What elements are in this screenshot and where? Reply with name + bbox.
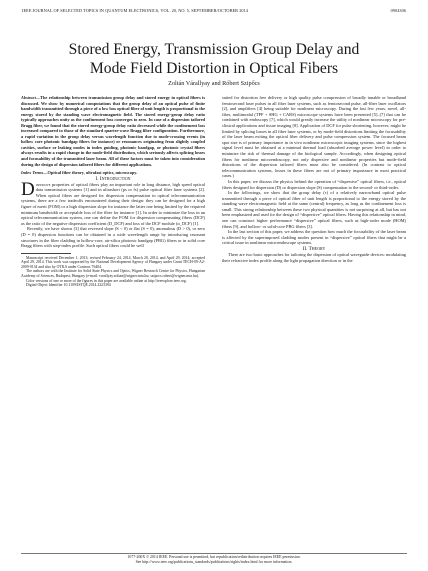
footnote-manuscript: Manuscript received December 1, 2013; revised February 24, 2014, March 20, 2014, and April 29, 2014; accepted April 29, 2014. This work was supported by the National Development Agency of Hungary under Grant TECH-09-A2-2009-0134 and also by OTKA under Contract 76404. xyxy=(21,255,205,269)
drop-cap-word: ispersive xyxy=(35,181,51,187)
intro-paragraph-4: In this paper, we discuss the physics behind the operation of “dispersive” optical fibers, i.e., optical fibers designed for dispersion (D) or dispersion slope (S) compensation to the second- or third-order. xyxy=(222,178,406,190)
intro-paragraph-5: In the followings, we show that the group delay (τ) of a relatively narrowband optical pulse transmitted through a piece of optical fiber of unit length is proportional to the energy stored by the standing wave electromagnetic field at the same (central) frequency, as long as the confinement loss is small. This strong relationship between these two physical quantities is not surprising at all, but has not been emphasized and used for the design of “dispersive” optical fibers. Having this relationship in mind, one can construct higher performance “dispersive” optical fibers, such as high-order mode (HOM) fibers [9], and hollow- or solid-core PBG fibers [3]. xyxy=(222,190,406,229)
copyright-line-1: 1077-260X © 2014 IEEE. Personal use is permitted, but republication/redistribution requires IEEE permission. xyxy=(127,555,301,559)
index-terms-lead: Index Terms xyxy=(21,170,44,176)
drop-cap: D xyxy=(21,178,35,200)
footnote-affiliation: The authors are with the Institute for Solid State Physics and Optics, Wigner Research Centre for Physics, Hungarian Academy of Sciences, Budapest, Hungary (e-mail: varallyay.zoltan@wigner.mta.hu; szipocs.robert@wigner.mta.hu). xyxy=(21,269,205,278)
footer-divider xyxy=(21,553,407,554)
paper-title xyxy=(20,40,408,78)
copyright-notice xyxy=(20,555,408,565)
abstract-lead: Abstract xyxy=(21,95,36,100)
author-list: Zoltán Várallyay and Róbert Szipőcs xyxy=(168,80,260,87)
theory-paragraph-1: There are two basic approaches for tailoring the dispersion of optical waveguide devices: modulating their refractive index profile along the light propagation direction or in the xyxy=(222,252,406,263)
section-heading-theory: II. Theory xyxy=(302,246,326,253)
running-head xyxy=(22,8,406,15)
footnote-doi: Digital Object Identifier 10.1109/JSTQE.2014.2323394 xyxy=(26,283,111,288)
footnote-color-versions: Color versions of one or more of the figures in this paper are available online at http://ieeexplore.ieee.org. xyxy=(26,278,187,283)
article-number: 0904306 xyxy=(390,8,406,13)
title-line-2: Mode Field Distortion in Optical Fibers xyxy=(89,60,339,77)
intro-paragraph-6: In the last section of this paper, we address the question how much the focusability of the laser beam is affected by the superimposed cladding modes present in “dispersive” optical fibers that might be a critical issue in nonlinear microendoscope systems. xyxy=(222,229,406,246)
footnotes xyxy=(21,256,205,288)
section-heading-introduction: I. Introduction xyxy=(95,175,131,182)
intro-paragraph-1-text: properties of optical fibers play an important role in long distance, high speed optical data transmission systems [1] and in ultrashort (ps or fs) pulse optical fiber laser systems [2]. When optical fibers are designed for dispersion compensation in optical telecommunication systems, there are a few tradeoffs encountered during their design: they can be designed for a high figure of merit (FOM) or a high dispersion slope for instance the latter one being limited by the required minimum bandwidth or acceptable loss of the fiber for instance [1]. In order to minimize the loss in an optical telecommunication system, one can define the FOM for dispersion compensating fibers (DCF) as the ratio of the negative dispersion coefficient (D_DCF) and loss of the DCF module (α_DCF) [1]. xyxy=(21,181,205,226)
abstract xyxy=(21,95,205,167)
journal-name: IEEE JOURNAL OF SELECTED TOPICS IN QUANTUM ELECTRONICS, VOL. 20, NO. 5, SEPTEMBER/OCTOBER 2014 xyxy=(22,8,248,13)
left-column xyxy=(21,95,205,288)
footnote-divider xyxy=(21,253,71,254)
intro-paragraph-3: suited for distortion free delivery or high quality pulse compression of broadly tunable or broadband femtosecond laser pulses in all fiber laser systems, such as femtosecond pulse, all-fiber laser oscillators [2], and amplifiers [4] being suitable for nonlinear microscopy. During the last few years, novel, all-fiber, multimodal (TPF + SHG + CARS) microscope systems have been presented [5]–[7] that can be combined with endoscopy [7], which would greatly increase the utility of nonlinear microscopy for pre-clinical applications and tissue imaging [8]. Application of DCF for pulse shortening, however, might be limited by splicing losses in all fiber laser systems, or by mode-field distortions limiting the focusability of the laser beam exiting the optical fiber delivery and pulse compression system. The focused beam spot size is of primary importance in in vivo nonlinear microscopic imaging systems, since the highest signal level must be obtained at a minimal thermal load (absorbed average power level) in order to minimize the risk of thermal damage of the biological sample. Accordingly, when designing optical fibers for nonlinear microendoscopy, not only dispersive and nonlinear properties but mode-field distortions of the dispersion tailored fibers must also be considered. (In contrast to optical telecommunication systems, losses in these fibers are not of primary importance in most practical cases.) xyxy=(222,95,406,179)
abstract-text: —The relationship between transmission group delay and stored energy in optical fibers is discussed. We show by numerical computations that the group delay of an optical pulse of finite bandwidth transmitted through a piece of a low loss optical fiber of unit length is proportional to the energy stored by the standing wave electromagnetic field. The stored energy-group delay ratio typically approaches unity as the confinement loss converges to zero. In case of a dispersion tailored Bragg fiber, we found that the stored energy-group delay ratio decreased while the confinement loss increased compared to those of the standard quarter-wave Bragg fiber configuration. Furthermore, a rapid variation in the group delay versus wavelength function due to mode-crossing events (in hollow core photonic bandgap fibers for instance) or resonances originating from slightly coupled cavities, surface or leaking modes in index guiding, photonic bandgap, or photonic crystal fibers always results in a rapid change in the mode-field distribution, which seriously affects splicing losses and focusability of the transmitted laser beam. All of these factors must be taken into consideration during the design of dispersion tailored fibers for different applications. xyxy=(21,95,205,167)
right-column xyxy=(222,95,406,263)
copyright-line-2: See http://www.ieee.org/publications_standards/publications/rights/index.html for more information. xyxy=(135,559,293,564)
intro-paragraph-2: Recently, we have shown [3] that reversed slope (S < 0) or flat (S = 0), anomalous (D > 0), or zero (D = 0) dispersion functions can be obtained in a wide wavelength range by introducing resonant structures in the fiber cladding in hollow-core, air-silica photonic bandgap (PBG) fibers or in solid core Bragg fibers with step-index profile. Such optical fibers could be well xyxy=(21,226,205,249)
index-terms-text: —Optical fiber theory, ultrafast optics, microscopy. xyxy=(43,170,138,176)
title-line-1: Stored Energy, Transmission Group Delay and xyxy=(68,41,360,58)
